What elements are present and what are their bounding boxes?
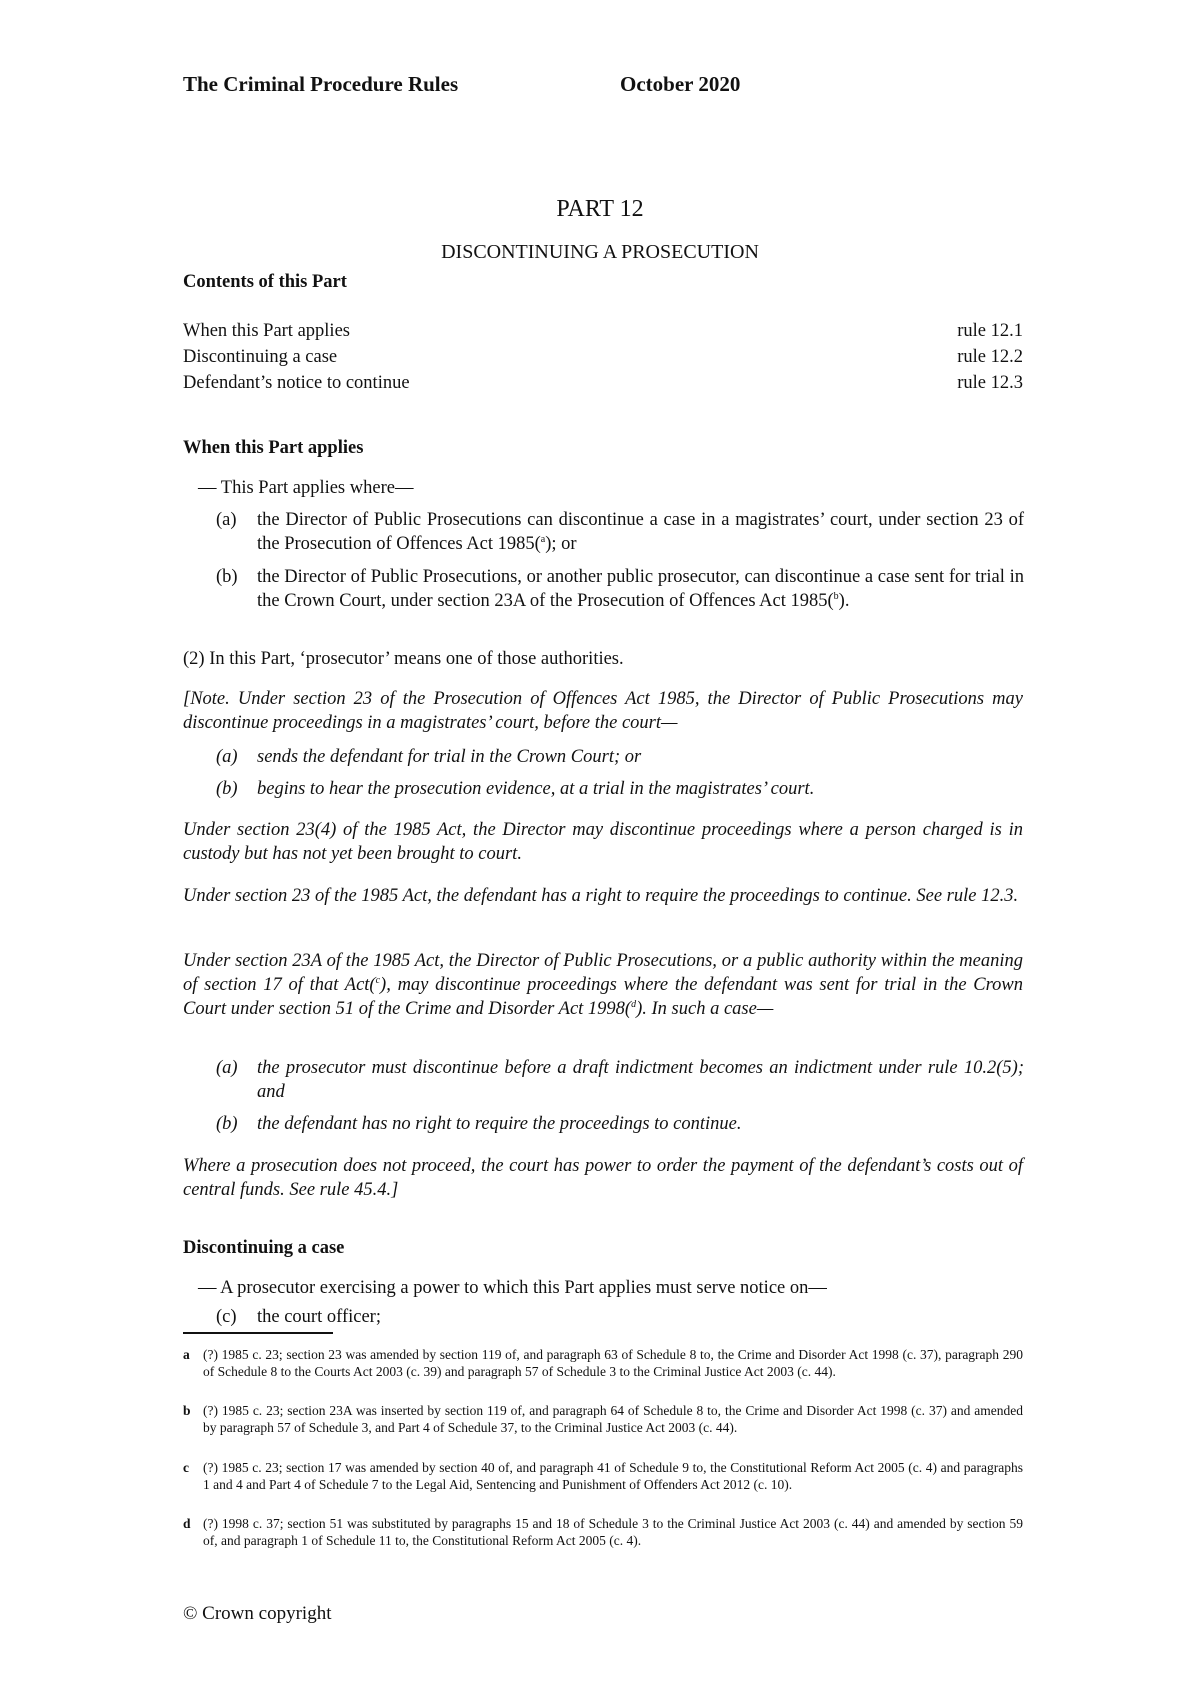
note-paragraph: Under section 23 of the 1985 Act, the defendant has a right to require the proceedings to continue. See rule 12.3. xyxy=(183,886,1019,906)
footnote xyxy=(183,1402,1023,1436)
item-label: (b) xyxy=(216,1114,238,1134)
list-item xyxy=(216,565,1024,613)
item-text: the court officer; xyxy=(257,1307,381,1327)
item-text: the Director of Public Prosecutions, or another public prosecutor, can discontinue a case sent for trial in the Crown Court, under section 23A of the Prosecution of Offences Act 1985($^b$). xyxy=(257,567,1024,611)
contents-label: Defendant’s notice to continue xyxy=(183,373,410,393)
footnote-text: (?) 1985 c. 23; section 23A was inserted by section 119 of, and paragraph 64 of Schedule 8 to, the Crime and Disorder Act 1998 (c. 37) and amended by paragraph 57 of Schedule 3, and Part 4 of Schedule 37, to the Criminal Justice Act 2003 (c. 44). xyxy=(203,1403,1023,1435)
item-text: the Director of Public Prosecutions can discontinue a case in a magistrates’ court, under section 23 of the Prosecution of Offences Act 1985($^a$); or xyxy=(257,510,1024,554)
section-intro: — A prosecutor exercising a power to which this Part applies must serve notice on— xyxy=(198,1278,827,1298)
item-label: (a) xyxy=(216,1058,238,1078)
list-item xyxy=(216,777,1024,801)
note-paragraph: Under section 23A of the 1985 Act, the Director of Public Prosecutions, or a public authority within the meaning of section 17 of that Act($^c$), may discontinue proceedings where the defendant was sent for trial in the Crown Court under section 51 of the Crime and Disorder Act 1998($^d$). In such a case— xyxy=(183,951,1023,1019)
paragraph: (2) In this Part, ‘prosecutor’ means one of those authorities. xyxy=(183,649,624,669)
footnote xyxy=(183,1346,1023,1380)
list-item xyxy=(216,1056,1024,1104)
footnote-label: b xyxy=(183,1403,191,1418)
document-date: October 2020 xyxy=(620,72,741,96)
part-number: PART 12 xyxy=(556,196,644,222)
section-heading: Discontinuing a case xyxy=(183,1238,345,1258)
footnote-label: c xyxy=(183,1460,189,1475)
section-intro: — This Part applies where— xyxy=(198,478,414,498)
footnote-text: (?) 1998 c. 37; section 51 was substituted by paragraphs 15 and 18 of Schedule 3 to the Criminal Justice Act 2003 (c. 44) and amended by section 59 of, and paragraph 1 of Schedule 11 to, the Constitutional Reform Act 2005 (c. 4). xyxy=(203,1516,1023,1548)
item-label: (c) xyxy=(216,1307,237,1327)
footnote-label: d xyxy=(183,1516,191,1531)
footnote-ref: d xyxy=(631,998,637,1010)
footnote-text: (?) 1985 c. 23; section 23 was amended by section 119 of, and paragraph 63 of Schedule 8 to, the Crime and Disorder Act 1998 (c. 37), paragraph 290 of Schedule 8 to the Courts Act 2003 (c. 39) and paragraph 57 of Schedule 3 to the Criminal Justice Act 2003 (c. 44). xyxy=(203,1347,1023,1379)
footnote-ref: a xyxy=(540,533,546,545)
footnote-label: a xyxy=(183,1347,190,1362)
footnote xyxy=(183,1459,1023,1493)
document-title: The Criminal Procedure Rules xyxy=(183,72,459,96)
item-text: the prosecutor must discontinue before a draft indictment becomes an indictment under rule 10.2(5); and xyxy=(257,1058,1024,1102)
note-paragraph: Under section 23(4) of the 1985 Act, the Director may discontinue proceedings where a person charged is in custody but has not yet been brought to court. xyxy=(183,820,1023,864)
footnote xyxy=(183,1515,1023,1549)
contents-rule: rule 12.2 xyxy=(957,347,1023,367)
contents-rule: rule 12.3 xyxy=(957,373,1023,393)
contents-label: When this Part applies xyxy=(183,321,350,341)
note-paragraph: Where a prosecution does not proceed, the court has power to order the payment of the defendant’s costs out of central funds. See rule 45.4.] xyxy=(183,1156,1023,1200)
list-item xyxy=(216,508,1024,556)
note-paragraph: [Note. Under section 23 of the Prosecution of Offences Act 1985, the Director of Public Prosecutions may discontinue proceedings in a magistrates’ court, before the court— xyxy=(183,689,1023,733)
copyright-notice: © Crown copyright xyxy=(183,1603,332,1624)
list-item xyxy=(216,1305,1024,1329)
item-text: begins to hear the prosecution evidence, at a trial in the magistrates’ court. xyxy=(257,779,815,799)
footnote-ref: b xyxy=(833,590,839,602)
item-label: (a) xyxy=(216,747,238,767)
item-label: (b) xyxy=(216,567,238,587)
list-item xyxy=(216,1112,1024,1136)
item-text: sends the defendant for trial in the Crown Court; or xyxy=(257,747,642,767)
part-name: DISCONTINUING A PROSECUTION xyxy=(441,241,759,263)
section-heading: When this Part applies xyxy=(183,438,364,458)
footnote-separator xyxy=(183,1332,333,1334)
footnote-text: (?) 1985 c. 23; section 17 was amended by section 40 of, and paragraph 41 of Schedule 9 to, the Constitutional Reform Act 2005 (c. 4) and paragraphs 1 and 4 and Part 4 of Schedule 7 to the Legal Aid, Sentencing and Punishment of Offenders Act 2012 (c. 10). xyxy=(203,1460,1023,1492)
contents-label: Discontinuing a case xyxy=(183,347,338,367)
item-label: (b) xyxy=(216,779,238,799)
contents-rule: rule 12.1 xyxy=(957,321,1023,341)
footnote-ref: c xyxy=(375,974,381,986)
item-text: the defendant has no right to require the proceedings to continue. xyxy=(257,1114,742,1134)
item-label: (a) xyxy=(216,510,237,530)
contents-heading: Contents of this Part xyxy=(183,272,347,292)
list-item xyxy=(216,745,1024,769)
